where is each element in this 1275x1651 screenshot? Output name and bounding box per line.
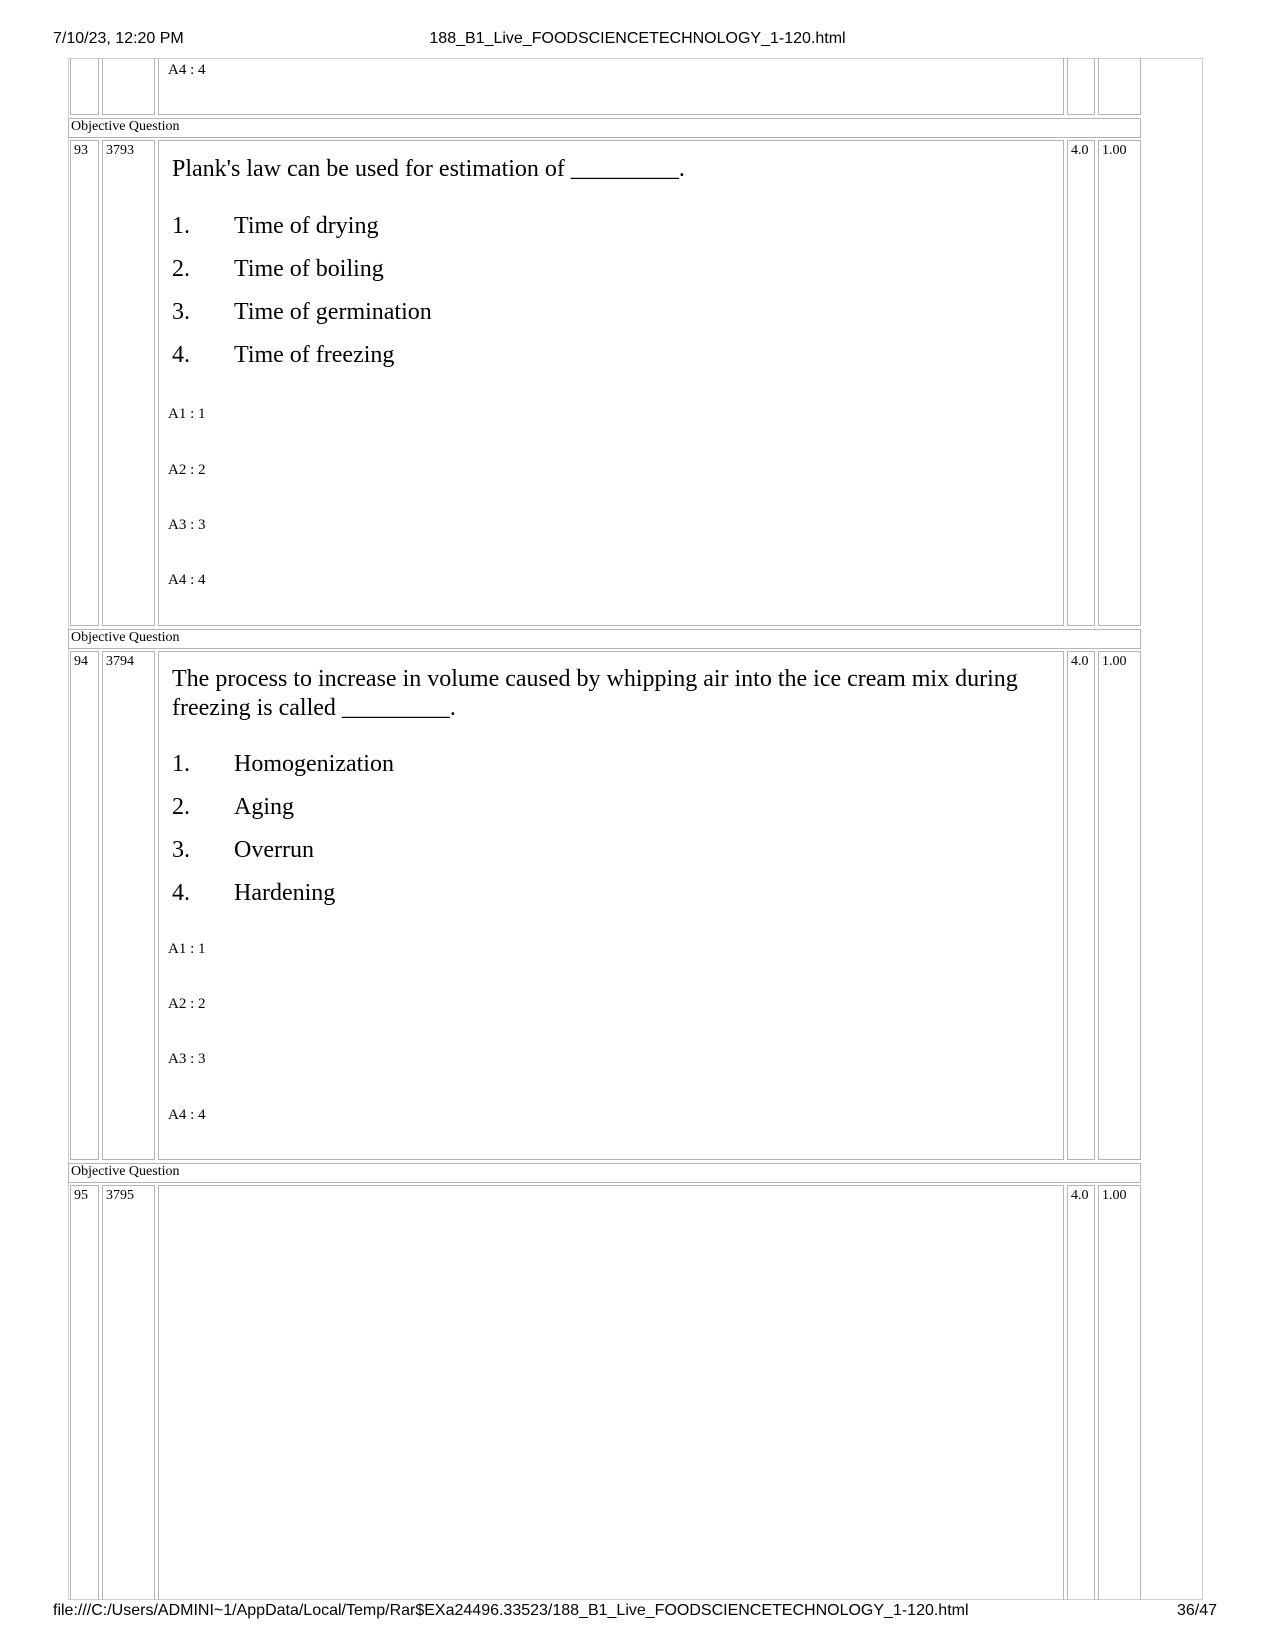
print-title: 188_B1_Live_FOODSCIENCETECHNOLOGY_1-120.html bbox=[429, 30, 846, 47]
question-stem: Plank's law can be used for estimation of _________. bbox=[172, 156, 685, 182]
marks-value: 4.0 bbox=[1067, 1185, 1095, 1600]
marks-value: 4.0 bbox=[1067, 651, 1095, 1160]
question-id: 3794 bbox=[102, 651, 155, 1160]
option-text: Time of drying bbox=[234, 213, 379, 239]
file-path: file:///C:/Users/ADMINI~1/AppData/Local/Temp/Rar$EXa24496.33523/188_B1_Live_FOODSCIENCETECHNOLOGY_1-120.html bbox=[53, 1602, 969, 1619]
question-stem: The process to increase in volume caused by whipping air into the ice cream mix during freezing is called _________. bbox=[172, 666, 1018, 721]
option-number: 4. bbox=[172, 880, 190, 906]
question-body bbox=[158, 1185, 1064, 1600]
question-id: 3795 bbox=[102, 1185, 155, 1600]
option-text: Aging bbox=[234, 794, 294, 820]
answer-label: A3 : 3 bbox=[168, 517, 206, 533]
answer-label: A1 : 1 bbox=[168, 406, 206, 422]
negative-marks-value: 1.00 bbox=[1098, 651, 1141, 1160]
question-body bbox=[158, 140, 1064, 626]
option-item bbox=[172, 793, 394, 836]
answer-label: A2 : 2 bbox=[168, 996, 206, 1012]
print-footer bbox=[0, 1602, 1275, 1624]
option-item bbox=[172, 879, 394, 922]
answer-label: A2 : 2 bbox=[168, 462, 206, 478]
section-label: Objective Question bbox=[68, 1163, 1141, 1183]
section-label: Objective Question bbox=[68, 118, 1141, 138]
option-item bbox=[172, 298, 432, 341]
serial-number: 93 bbox=[70, 140, 99, 626]
question-body bbox=[158, 651, 1064, 1160]
marks-value: 4.0 bbox=[1067, 140, 1095, 626]
negative-marks-value: 1.00 bbox=[1098, 140, 1141, 626]
option-text: Time of freezing bbox=[234, 342, 395, 368]
option-item bbox=[172, 341, 432, 384]
option-item bbox=[172, 836, 394, 879]
option-number: 4. bbox=[172, 342, 190, 368]
option-item bbox=[172, 750, 394, 793]
option-number: 1. bbox=[172, 751, 190, 777]
option-number: 2. bbox=[172, 794, 190, 820]
option-number: 2. bbox=[172, 256, 190, 282]
answer-label: A3 : 3 bbox=[168, 1051, 206, 1067]
option-item bbox=[172, 212, 432, 255]
serial-number: 94 bbox=[70, 651, 99, 1160]
options-list bbox=[172, 212, 432, 384]
options-list bbox=[172, 750, 394, 922]
serial-number: 95 bbox=[70, 1185, 99, 1600]
prev-body-cell bbox=[158, 58, 1064, 115]
prev-sno-cell bbox=[70, 58, 99, 115]
answer-label: A4 : 4 bbox=[168, 1107, 206, 1123]
answer-label: A4 : 4 bbox=[168, 572, 206, 588]
option-text: Homogenization bbox=[234, 751, 394, 777]
print-header bbox=[0, 30, 1275, 52]
negative-marks-value: 1.00 bbox=[1098, 1185, 1141, 1600]
prev-qid-cell bbox=[102, 58, 155, 115]
print-datetime: 7/10/23, 12:20 PM bbox=[53, 30, 184, 47]
option-text: Hardening bbox=[234, 880, 336, 906]
answer-label: A1 : 1 bbox=[168, 941, 206, 957]
prev-negative-cell bbox=[1098, 58, 1141, 115]
option-number: 3. bbox=[172, 837, 190, 863]
section-label: Objective Question bbox=[68, 629, 1141, 649]
option-item bbox=[172, 255, 432, 298]
option-text: Time of germination bbox=[234, 299, 432, 325]
option-text: Time of boiling bbox=[234, 256, 384, 282]
option-number: 3. bbox=[172, 299, 190, 325]
question-id: 3793 bbox=[102, 140, 155, 626]
option-number: 1. bbox=[172, 213, 190, 239]
prev-marks-cell bbox=[1067, 58, 1095, 115]
option-text: Overrun bbox=[234, 837, 314, 863]
answer-label: A4 : 4 bbox=[168, 62, 206, 78]
page-number: 36/47 bbox=[1176, 1602, 1217, 1619]
